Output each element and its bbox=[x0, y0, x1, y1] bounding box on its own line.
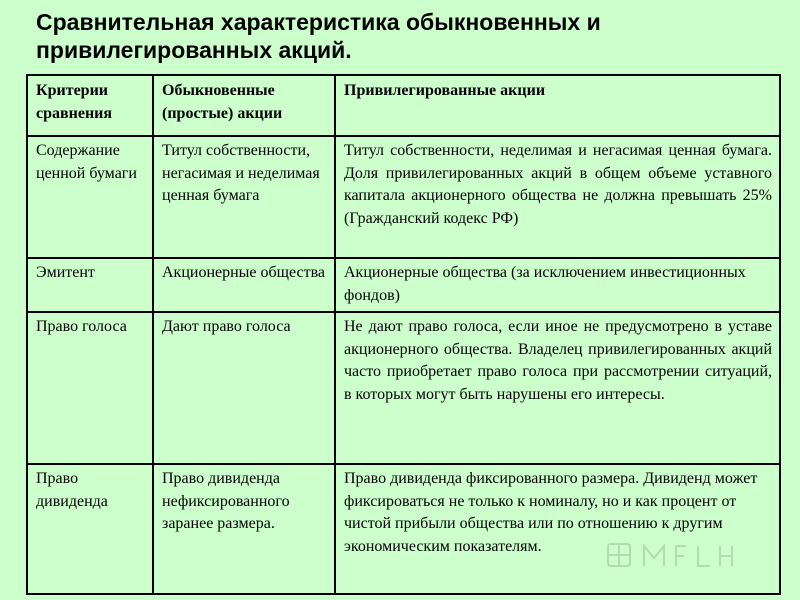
column-header-common-shares: Обыкновенные (простые) акции bbox=[153, 75, 335, 136]
preferred-shares-cell: Право дивиденда фиксированного размера. Дивиденд может фиксироваться не только к номиналу, но и как процент от чистой прибыли общества или по отношению к другим экономическим показателям. bbox=[335, 464, 780, 594]
criterion-cell: Содержание ценной бумаги bbox=[27, 136, 153, 258]
criterion-cell: Право дивиденда bbox=[27, 464, 153, 594]
preferred-shares-cell: Не дают право голоса, если иное не предусмотрено в уставе акционерного общества. Владелец привилегированных акций часто приобретает право голоса при рассмотрении ситуаций, в которых могут быть нарушены его интересы. bbox=[335, 312, 780, 464]
common-shares-cell: Акционерные общества bbox=[153, 258, 335, 312]
criterion-cell: Право голоса bbox=[27, 312, 153, 464]
page-title: Сравнительная характеристика обыкновенных и привилегированных акций. bbox=[36, 9, 601, 63]
table-row bbox=[27, 258, 780, 312]
common-shares-cell: Право дивиденда нефиксированного заранее размера. bbox=[153, 464, 335, 594]
table-row bbox=[27, 312, 780, 464]
preferred-shares-cell: Титул собственности, неделимая и негасимая ценная бумага. Доля привилегированных акций в общем объеме уставного капитала акционерного общества не должна превышать 25% (Гражданский кодекс РФ) bbox=[335, 136, 780, 258]
common-shares-cell: Титул собственности, негасимая и неделимая ценная бумага bbox=[153, 136, 335, 258]
table-row bbox=[27, 136, 780, 258]
common-shares-cell: Дают право голоса bbox=[153, 312, 335, 464]
criterion-cell: Эмитент bbox=[27, 258, 153, 312]
column-header-criteria: Критерии сравнения bbox=[27, 75, 153, 136]
comparison-table bbox=[26, 74, 781, 595]
table-row bbox=[27, 464, 780, 594]
column-header-preferred-shares: Привилегированные акции bbox=[335, 75, 780, 136]
table-header-row bbox=[27, 75, 780, 136]
preferred-shares-cell: Акционерные общества (за исключением инвестиционных фондов) bbox=[335, 258, 780, 312]
